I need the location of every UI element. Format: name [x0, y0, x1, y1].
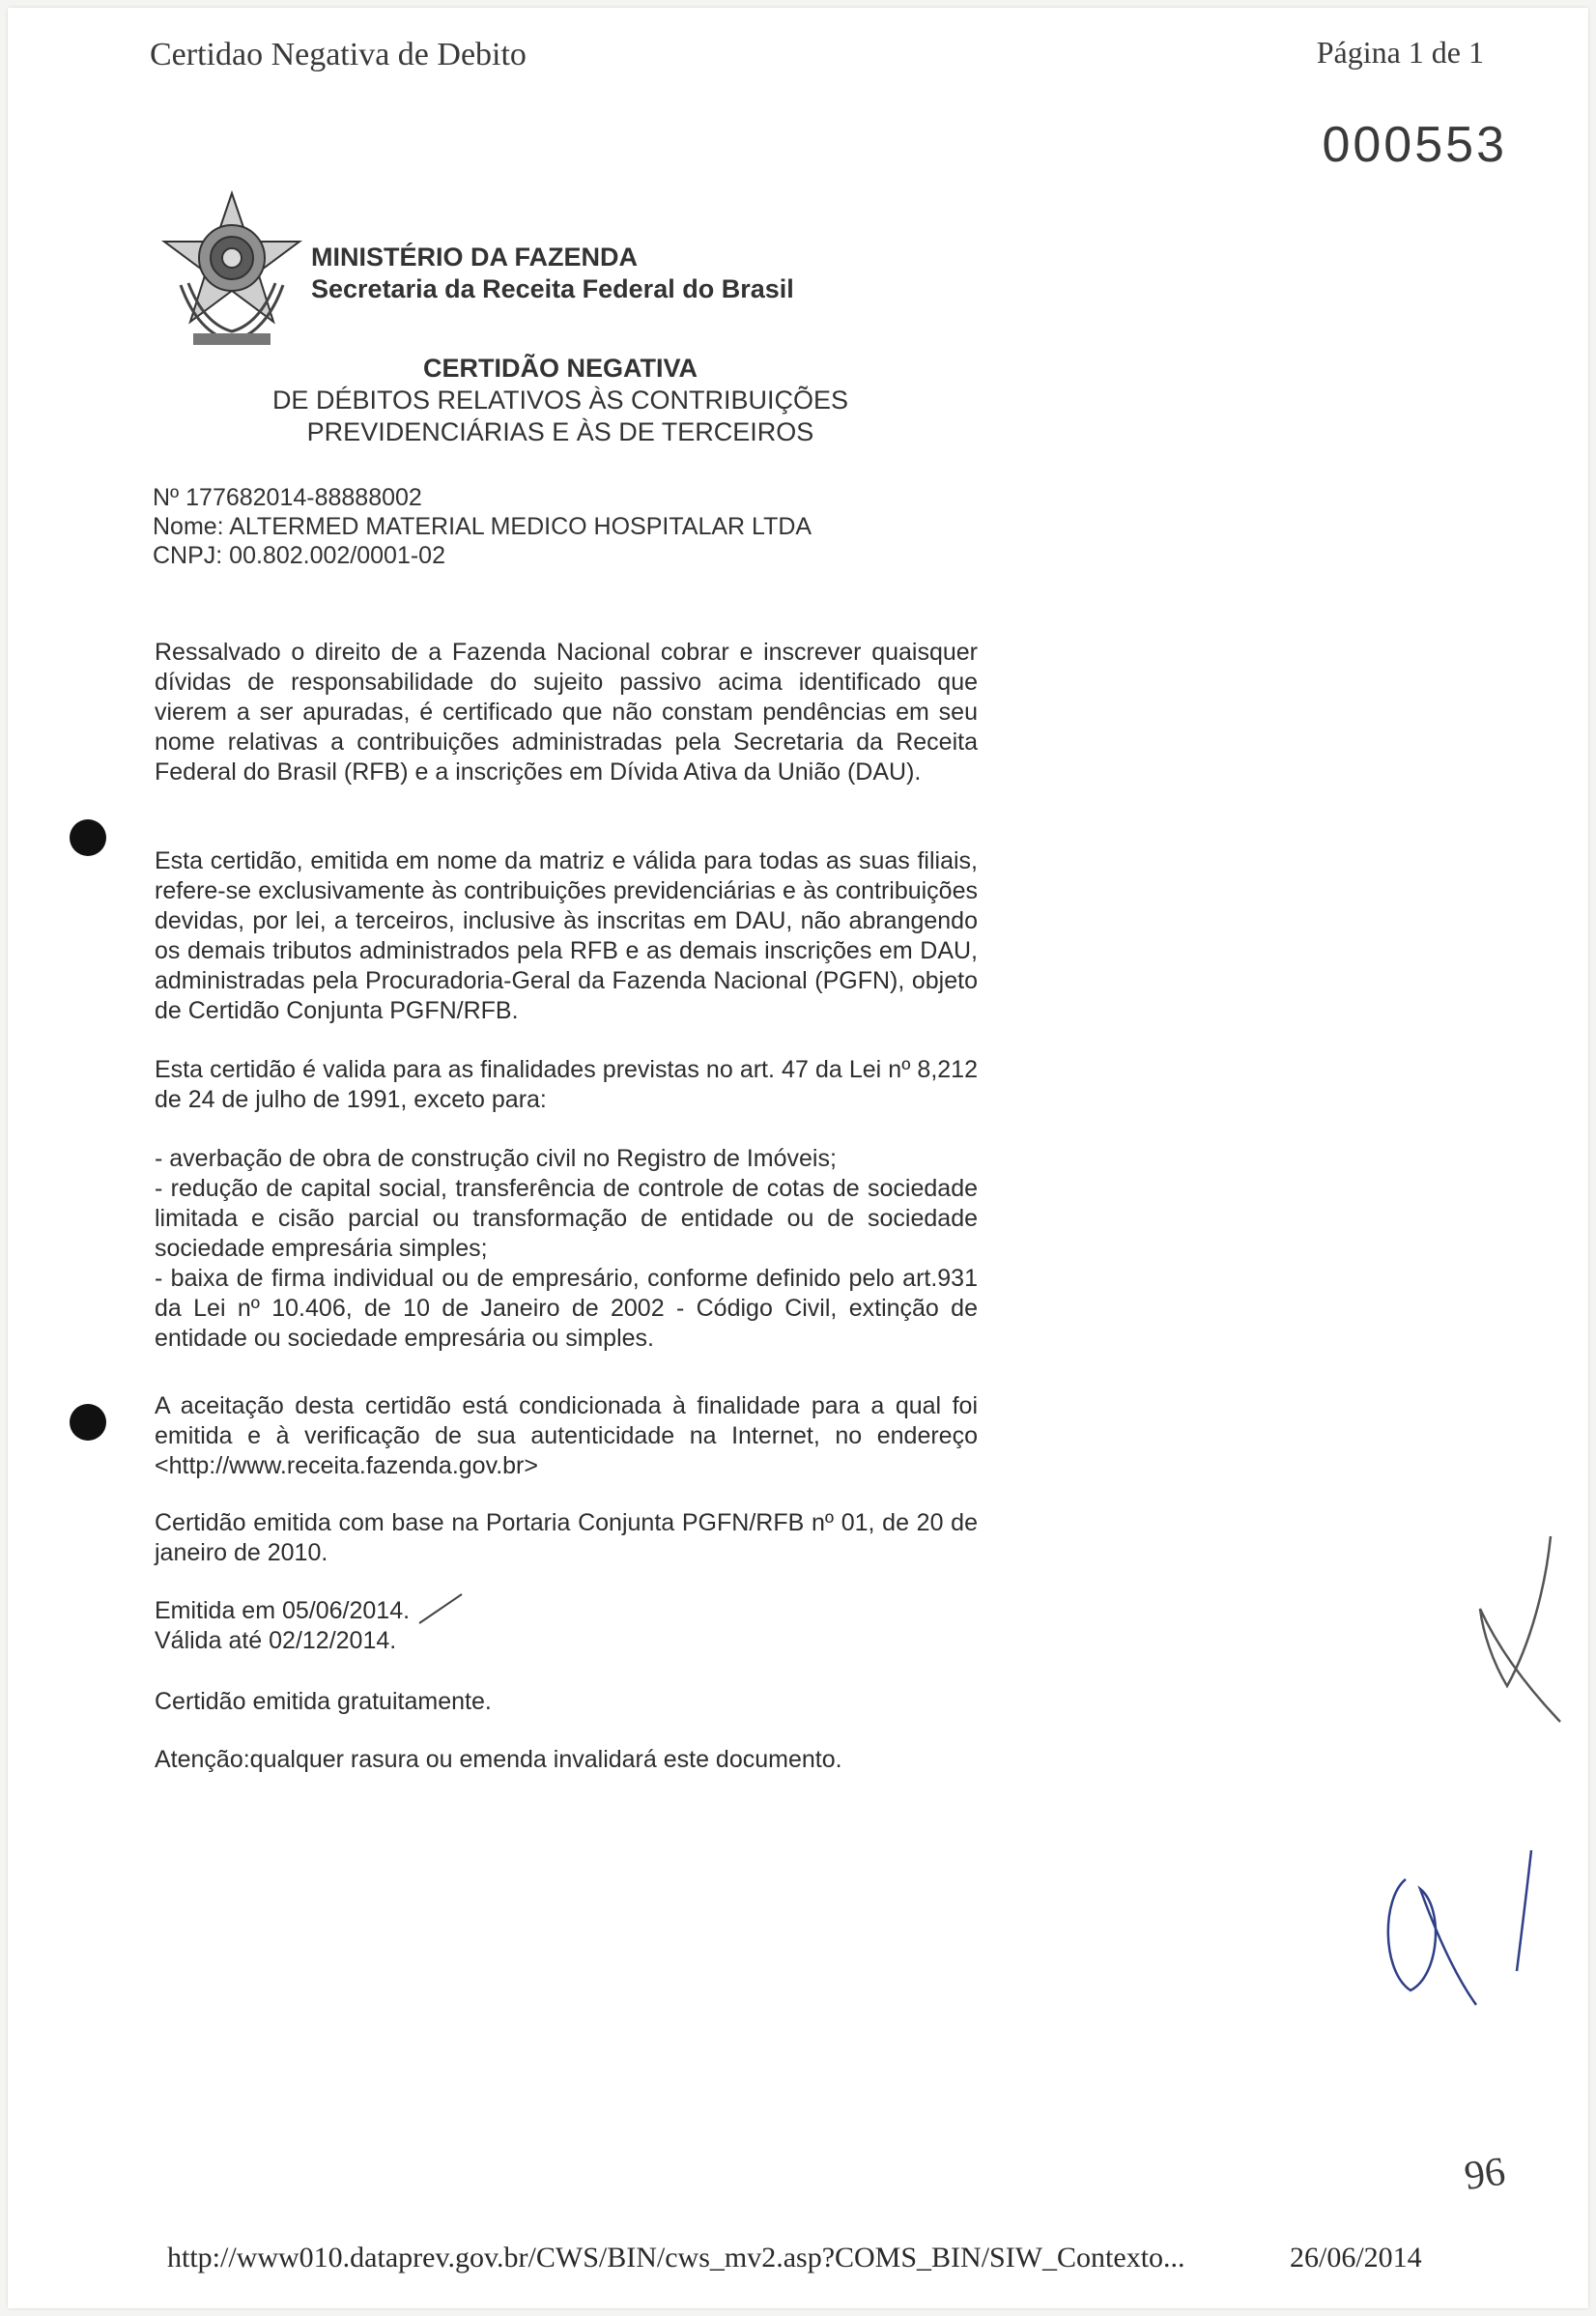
page-number: Página 1 de 1: [1316, 35, 1484, 70]
exception-item: - baixa de firma individual ou de empresário, conforme definido pelo art.931 da Lei nº 10.406, de 10 de Janeiro de 2002 - Código Civil, extinção de entidade ou sociedade empresária ou simples.: [155, 1265, 978, 1352]
secretariat-name: Secretaria da Receita Federal do Brasil: [311, 274, 794, 303]
hole-punch: [70, 1404, 106, 1441]
warning-note: Atenção:qualquer rasura ou emenda invalidará este documento.: [155, 1746, 842, 1773]
agency-header: [311, 242, 794, 305]
paragraph-5-text: Certidão emitida com base na Portaria Conjunta PGFN/RFB nº 01, de 20 de janeiro de 2010.: [155, 1509, 978, 1566]
exception-item: - averbação de obra de construção civil no Registro de Imóveis;: [155, 1145, 837, 1172]
brazil-coat-of-arms-icon: [159, 188, 304, 353]
paragraph-3-text: Esta certidão é valida para as finalidades previstas no art. 47 da Lei nº 8,212 de 24 de julho de 1991, exceto para:: [155, 1056, 978, 1113]
title-line-1: CERTIDÃO NEGATIVA: [422, 354, 698, 383]
paragraph-legal-basis: [155, 1508, 978, 1568]
taxpayer-name: Nome: ALTERMED MATERIAL MEDICO HOSPITALAR LTDA: [153, 513, 812, 540]
stamp-number: 000553: [1322, 117, 1507, 173]
issued-date: Emitida em 05/06/2014.: [155, 1597, 411, 1624]
hole-punch: [70, 819, 106, 856]
certificate-identification: [153, 483, 812, 570]
free-issue-note: Certidão emitida gratuitamente.: [155, 1688, 492, 1715]
footer-url: http://www010.dataprev.gov.br/CWS/BIN/cws_mv2.asp?COMS_BIN/SIW_Contexto...: [167, 2242, 1185, 2273]
paragraph-1-text: Ressalvado o direito de a Fazenda Nacional cobrar e inscrever quaisquer dívidas de responsabilidade do sujeito passivo acima identificado que vierem a ser apuradas, é certificado que não constam pendências em seu nome relativas a contribuições administradas pela Secretaria da Receita Federal do Brasil (RFB) e a inscrições em Dívida Ativa da União (DAU).: [155, 639, 978, 786]
issue-dates: [155, 1596, 978, 1656]
valid-until-date: Válida até 02/12/2014.: [155, 1627, 397, 1654]
paragraph-validity: [155, 1055, 978, 1115]
paragraph-rights: [155, 638, 978, 787]
title-line-2: DE DÉBITOS RELATIVOS ÀS CONTRIBUIÇÕES: [271, 386, 849, 415]
exception-item: - redução de capital social, transferência de controle de cotas de sociedade limitada e cisão parcial ou transformação de entidade ou de sociedade sociedade empresária simples;: [155, 1175, 978, 1262]
handwritten-number: 96: [1461, 2149, 1508, 2199]
browser-print-title: Certidao Negativa de Debito: [150, 37, 527, 72]
paragraph-4-text: A aceitação desta certidão está condicionada à finalidade para a qual foi emitida e à verificação de sua autenticidade na Internet, no endereço <http://www.receita.fazenda.gov.br>: [155, 1392, 978, 1479]
certificate-number: Nº 177682014-88888002: [153, 484, 422, 511]
title-line-3: PREVIDENCIÁRIAS E ÀS DE TERCEIROS: [306, 417, 814, 446]
exceptions-list: [155, 1144, 978, 1354]
paragraph-scope: [155, 846, 978, 1026]
footer-date: 26/06/2014: [1290, 2242, 1422, 2273]
taxpayer-cnpj: CNPJ: 00.802.002/0001-02: [153, 542, 445, 569]
paragraph-authenticity: [155, 1391, 978, 1481]
paragraph-2-text: Esta certidão, emitida em nome da matriz e válida para todas as suas filiais, refere-se exclusivamente às contribuições previdenciárias e às contribuições devidas, por lei, a terceiros, inclusive às inscritas em DAU, não abrangendo os demais tributos administrados pela RFB e as demais inscrições em DAU, administradas pela Procuradoria-Geral da Fazenda Nacional (PGFN), objeto de Certidão Conjunta PGFN/RFB.: [155, 847, 978, 1024]
ministry-name: MINISTÉRIO DA FAZENDA: [311, 243, 639, 272]
certificate-title: [242, 353, 879, 448]
